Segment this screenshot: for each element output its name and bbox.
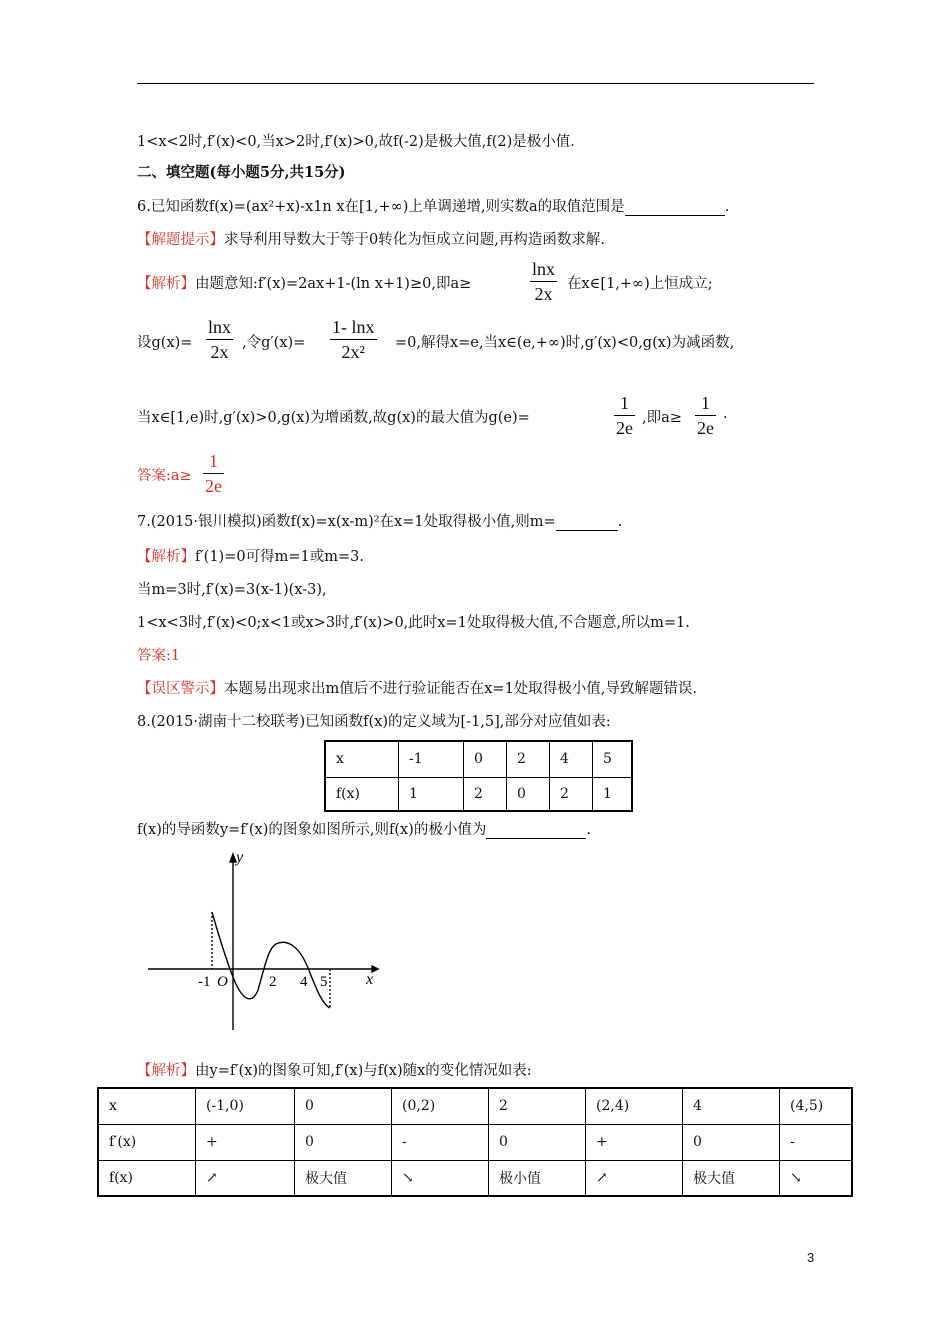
solution-text: 当x∈[1,e)时,g′(x)>0,g(x)为增函数,故g(x)的最大值为g(e)= <box>137 410 530 426</box>
question-7-end: . <box>617 514 623 530</box>
solution-line <box>137 272 471 293</box>
solution-tag: 【解析】 <box>137 276 195 292</box>
table-row <box>325 741 632 777</box>
question-7-text: 7.(2015·银川模拟)函数f(x)=x(x-m)²在x=1处取得极小值,则m= <box>137 514 556 530</box>
table-cell: - <box>780 1124 853 1160</box>
solution-tag: 【解析】 <box>137 549 195 565</box>
table-cell: (0,2) <box>392 1088 489 1124</box>
solution-text: 设g(x)= <box>137 335 193 351</box>
fraction-denominator: 2e <box>203 473 224 495</box>
fraction-numerator: 1 <box>209 451 218 471</box>
table-cell: f(x) <box>325 777 399 811</box>
fraction-lnx-2x <box>206 318 233 361</box>
fraction-denominator: 2e <box>614 415 635 437</box>
tick-label: -1 <box>198 974 211 990</box>
question-6 <box>137 195 729 216</box>
table-cell: 极小值 <box>489 1160 586 1196</box>
table-cell: x <box>325 741 399 777</box>
table-cell: 极大值 <box>683 1160 780 1196</box>
origin-label: O <box>217 974 228 990</box>
answer-blank <box>625 201 725 216</box>
fraction-1-2e <box>695 394 716 437</box>
table-row <box>325 777 632 811</box>
question-6-end: . <box>724 199 730 215</box>
question-6-text: 6.已知函数f(x)=(ax²+x)-x1n x在[1,+∞)上单调递增,则实数a的取值范围是 <box>137 199 625 215</box>
table-cell: ↗ <box>196 1160 295 1196</box>
question-8-text: f(x)的导函数y=f′(x)的图象如图所示,则f(x)的极小值为 <box>137 822 487 838</box>
solution-line <box>137 1059 532 1080</box>
answer-label: 答案:1 <box>137 648 181 664</box>
y-axis-label: y <box>236 850 244 866</box>
table-cell: ↘ <box>392 1160 489 1196</box>
table-cell: 4 <box>550 741 593 777</box>
fraction-denominator: 2e <box>695 415 716 437</box>
answer-blank <box>556 516 618 531</box>
table-row <box>98 1160 852 1196</box>
table-cell: 4 <box>683 1088 780 1124</box>
table-cell: 极大值 <box>295 1160 392 1196</box>
table-cell: 0 <box>464 741 507 777</box>
solution-text: 由题意知:f′(x)=2ax+1-(ln x+1)≥0,即a≥ <box>195 276 472 292</box>
warning-tag: 【误区警示】 <box>137 681 224 697</box>
table-cell: 2 <box>464 777 507 811</box>
answer-blank <box>486 824 586 839</box>
table-cell: 0 <box>489 1124 586 1160</box>
derivative-curve <box>212 912 330 1008</box>
table-row <box>98 1124 852 1160</box>
solution-text: 在x∈[1,+∞)上恒成立; <box>567 276 713 292</box>
table-cell: 5 <box>593 741 633 777</box>
answer-label: 答案:a≥ <box>137 468 192 484</box>
table-cell: 0 <box>683 1124 780 1160</box>
tick-label: 4 <box>300 974 308 990</box>
table-cell: 2 <box>550 777 593 811</box>
table-cell: f′(x) <box>98 1124 196 1160</box>
table-row <box>98 1088 852 1124</box>
x-axis-label: x <box>366 971 374 988</box>
table-cell: + <box>586 1124 683 1160</box>
question-8-line2 <box>137 818 591 839</box>
solution-tag: 【解析】 <box>137 1063 195 1079</box>
table-cell: ↘ <box>780 1160 853 1196</box>
question-7 <box>137 510 622 531</box>
table-cell: 1 <box>399 777 464 811</box>
derivative-graph <box>140 850 390 1035</box>
hint-text: 求导利用导数大于等于0转化为恒成立问题,再构造函数求解. <box>224 232 605 248</box>
solution-text: =0,解得x=e,当x∈(e,+∞)时,g′(x)<0,g(x)为减函数, <box>395 335 735 351</box>
table-cell: (4,5) <box>780 1088 853 1124</box>
table-cell: -1 <box>399 741 464 777</box>
fraction-denominator: 2x <box>206 339 233 361</box>
text-line: 1<x<2时,f′(x)<0,当x>2时,f′(x)>0,故f(-2)是极大值,f(2)是极小值. <box>137 134 575 150</box>
section-title: 二、填空题(每小题5分,共15分) <box>137 164 346 181</box>
question-8-end: . <box>586 822 591 838</box>
solution-text: 由y=f′(x)的图象可知,f′(x)与f(x)随x的变化情况如表: <box>195 1063 532 1079</box>
fraction-numerator: 1- lnx <box>332 317 375 337</box>
header-rule <box>137 83 814 84</box>
solution-text: 当m=3时,f′(x)=3(x-1)(x-3), <box>137 582 327 598</box>
fraction-numerator: lnx <box>208 317 232 337</box>
value-table <box>324 740 633 812</box>
fraction-1-2e <box>614 394 635 437</box>
solution-text: . <box>723 406 728 422</box>
solution-text: ,即a≥ <box>642 410 682 426</box>
solution-hint <box>137 228 605 249</box>
question-8-text: 8.(2015·湖南十二校联考)已知函数f(x)的定义域为[-1,5],部分对应值如表: <box>137 714 611 730</box>
page-number: 3 <box>807 1250 815 1265</box>
tick-label: 5 <box>320 974 328 990</box>
table-cell: 2 <box>507 741 550 777</box>
table-cell: 0 <box>295 1124 392 1160</box>
fraction-denominator: 2x <box>530 281 557 303</box>
variation-table <box>97 1087 853 1197</box>
table-cell: 0 <box>507 777 550 811</box>
fraction-numerator: lnx <box>532 259 556 279</box>
table-cell: - <box>392 1124 489 1160</box>
warning-line <box>137 677 697 698</box>
fraction-denominator: 2x² <box>330 339 377 361</box>
table-cell: (2,4) <box>586 1088 683 1124</box>
fraction-1-2e <box>203 452 224 495</box>
table-cell: f(x) <box>98 1160 196 1196</box>
fraction-numerator: 1 <box>620 393 629 413</box>
solution-text: 1<x<3时,f′(x)<0;x<1或x>3时,f′(x)>0,此时x=1处取得极大值,不合题意,所以m=1. <box>137 615 690 631</box>
table-cell: x <box>98 1088 196 1124</box>
hint-tag: 【解题提示】 <box>137 232 224 248</box>
table-cell: (-1,0) <box>196 1088 295 1124</box>
warning-text: 本题易出现求出m值后不进行验证能否在x=1处取得极小值,导致解题错误. <box>224 681 698 697</box>
table-cell: 0 <box>295 1088 392 1124</box>
fraction-lnx-2x <box>530 260 557 303</box>
tick-label: 2 <box>269 974 277 990</box>
solution-line <box>137 545 364 566</box>
table-cell: ↗ <box>586 1160 683 1196</box>
fraction-numerator: 1 <box>701 393 710 413</box>
fraction-g-prime <box>330 318 377 361</box>
table-cell: + <box>196 1124 295 1160</box>
solution-text: f′(1)=0可得m=1或m=3. <box>195 549 364 565</box>
solution-text: ,令g′(x)= <box>242 335 306 351</box>
table-cell: 2 <box>489 1088 586 1124</box>
table-cell: 1 <box>593 777 633 811</box>
